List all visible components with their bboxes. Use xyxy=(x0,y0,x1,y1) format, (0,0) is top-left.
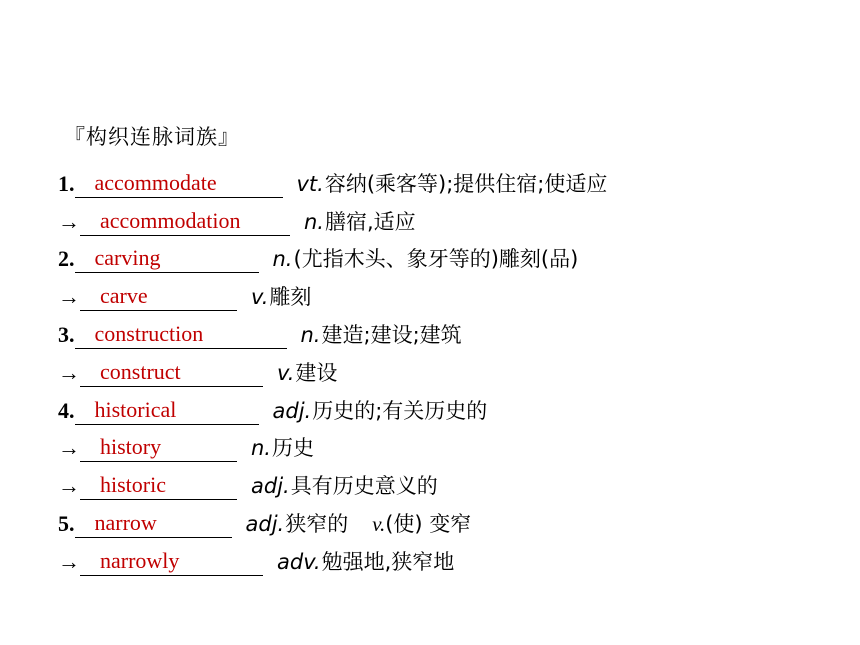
answer-blank xyxy=(80,358,263,387)
part-of-speech: v. xyxy=(277,360,295,385)
chinese-meaning: 容纳(乘客等);提供住宿;使适应 xyxy=(324,171,608,196)
arrow-icon: → xyxy=(58,208,80,234)
part-of-speech: n. xyxy=(304,209,324,234)
answer-text: construct xyxy=(100,358,181,384)
answer-text: accommodate xyxy=(94,169,217,195)
answer-blank xyxy=(80,472,237,500)
part-of-speech: adj. xyxy=(272,398,312,423)
part-of-speech: adj. xyxy=(245,511,285,536)
list-item xyxy=(58,462,848,500)
arrow-icon: → xyxy=(58,473,80,499)
list-item xyxy=(58,198,848,236)
answer-text: construction xyxy=(94,320,204,346)
answer-blank xyxy=(75,396,259,425)
part-of-speech: vt. xyxy=(296,171,324,196)
chinese-meaning: 狭窄的 xyxy=(285,511,349,536)
section-heading: 『构织连脉词族』 xyxy=(64,125,240,149)
word-family-list xyxy=(58,160,848,576)
item-number: 1. xyxy=(58,170,75,196)
list-item xyxy=(58,500,848,538)
answer-text: carving xyxy=(94,245,161,271)
chinese-meaning: 建造;建设;建筑 xyxy=(321,322,462,347)
part-of-speech: adj. xyxy=(251,474,290,499)
answer-blank xyxy=(80,283,237,311)
answer-text: accommodation xyxy=(100,207,241,233)
answer-blank xyxy=(75,245,259,273)
arrow-icon: → xyxy=(58,435,80,461)
answer-text: historical xyxy=(94,396,177,422)
list-item xyxy=(58,425,848,463)
answer-blank xyxy=(75,509,232,538)
answer-blank xyxy=(75,169,283,198)
item-number: 4. xyxy=(58,397,75,423)
chinese-meaning: 建设 xyxy=(295,360,338,385)
chinese-meaning: 膳宿,适应 xyxy=(325,209,416,234)
answer-text: narrow xyxy=(94,509,157,535)
answer-text: history xyxy=(100,434,162,460)
part-of-speech: n. xyxy=(272,247,293,272)
list-item xyxy=(58,349,848,387)
answer-blank xyxy=(80,547,263,576)
arrow-icon: → xyxy=(58,548,80,574)
list-item xyxy=(58,236,848,274)
answer-text: carve xyxy=(100,283,148,309)
answer-text: narrowly xyxy=(100,547,180,573)
answer-blank xyxy=(80,207,290,236)
part-of-speech: adv. xyxy=(277,549,321,574)
item-number: 3. xyxy=(58,321,75,347)
chinese-meaning: 具有历史意义的 xyxy=(290,474,438,499)
list-item xyxy=(58,273,848,311)
list-item xyxy=(58,160,848,198)
answer-blank xyxy=(80,434,237,462)
second-chinese-meaning: (使) 变窄 xyxy=(385,511,472,536)
chinese-meaning: 历史的;有关历史的 xyxy=(312,398,488,423)
list-item xyxy=(58,311,848,349)
arrow-icon: → xyxy=(58,284,80,310)
list-item xyxy=(58,538,848,576)
item-number: 5. xyxy=(58,510,75,536)
chinese-meaning: 历史 xyxy=(272,436,314,461)
part-of-speech: n. xyxy=(251,436,271,461)
list-item xyxy=(58,387,848,425)
part-of-speech: v. xyxy=(251,285,269,310)
arrow-icon: → xyxy=(58,359,80,385)
chinese-meaning: (尤指木头、象牙等的)雕刻(品) xyxy=(293,247,579,272)
part-of-speech: n. xyxy=(300,322,321,347)
chinese-meaning: 雕刻 xyxy=(269,285,312,310)
item-number: 2. xyxy=(58,246,75,272)
second-part-of-speech: v. xyxy=(372,511,386,536)
answer-blank xyxy=(75,320,287,349)
answer-text: historic xyxy=(100,472,166,498)
chinese-meaning: 勉强地,狭窄地 xyxy=(321,549,455,574)
